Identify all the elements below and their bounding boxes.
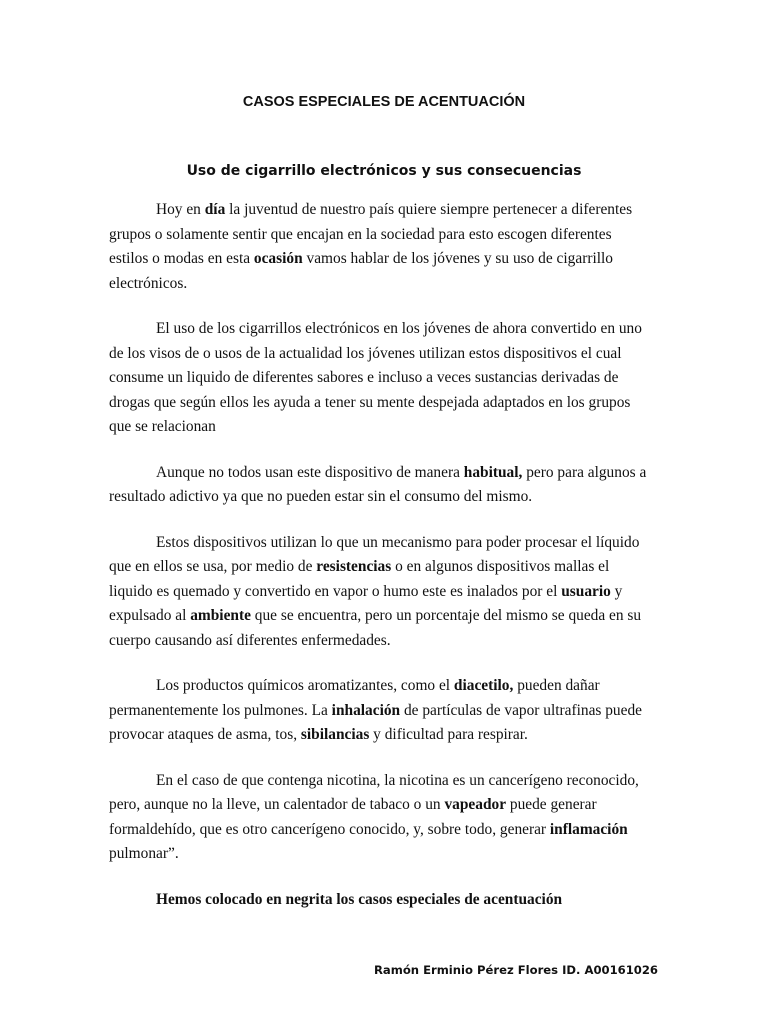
text-run: puede generar formaldehído, que es otro cancerígeno conocido, y, sobre todo, generar — [109, 796, 597, 838]
text-run: Hoy en — [156, 201, 205, 218]
closing-note: Hemos colocado en negrita los casos especiales de acentuación — [156, 890, 563, 908]
paragraph-2 — [109, 317, 649, 440]
text-run: vamos hablar de los jóvenes y su uso de cigarrillo electrónicos. — [109, 250, 613, 292]
bold-accent-word: diacetilo, — [453, 677, 514, 694]
text-run: Aunque no todos usan este dispositivo de manera — [156, 463, 464, 481]
bold-accent-word: resistencias — [316, 558, 392, 575]
text-run: En el caso de que contenga nicotina, la nicotina es un cancerígeno reconocido, pero, aunque no la lleve, un calentador de tabaco o un — [109, 771, 639, 813]
essay-body — [109, 198, 649, 912]
text-run: Los productos químicos aromatizantes, como el — [156, 677, 454, 694]
bold-accent-word: usuario — [561, 582, 611, 600]
author-footer: Ramón Erminio Pérez Flores ID. A00161026 — [374, 963, 658, 977]
text-run: Estos dispositivos utilizan lo que un mecanismo para poder procesar el líquido que en ellos se usa, por medio de — [109, 533, 640, 575]
text-run: pulmonar”. — [109, 845, 179, 862]
essay-subtitle: Uso de cigarrillo electrónicos y sus consecuencias — [186, 163, 582, 179]
bold-accent-word: vapeador — [444, 796, 507, 813]
paragraph-6 — [109, 769, 649, 867]
text-run: la juventud de nuestro país quiere siempre pertenecer a diferentes grupos o solamente sentir que encajan en la sociedad para esto escogen diferentes estilos o modas en esta — [109, 201, 633, 267]
text-run: El uso de los cigarrillos electrónicos en los jóvenes de ahora convertido en uno de los visos de o usos de la actualidad los jóvenes utilizan estos dispositivos el cual consume un liquido de diferentes sabores e incluso a veces sustancias derivadas de drogas que según ellos les ayuda a tener su mente despejada adaptados en los grupos que se relacionan — [109, 320, 642, 435]
bold-accent-word: sibilancias — [300, 726, 370, 743]
bold-accent-word: ocasión — [253, 250, 303, 267]
text-run: y expulsado al — [109, 582, 623, 624]
text-run: pueden dañar permanentemente los pulmones. La — [109, 677, 600, 719]
bold-accent-word: habitual, — [463, 463, 523, 481]
text-run: o en algunos dispositivos mallas el liquido es quemado y convertido en vapor o humo este es inalados por el — [109, 558, 610, 600]
bold-accent-word: día — [204, 201, 226, 218]
paragraph-5 — [109, 674, 649, 748]
bold-accent-word: inhalación — [331, 701, 401, 719]
text-run: que se encuentra, pero un porcentaje del mismo se queda en su cuerpo causando así diferentes enfermedades. — [109, 607, 642, 649]
paragraph-4 — [109, 531, 649, 654]
text-run: y dificultad para respirar. — [369, 726, 528, 743]
bold-accent-word: inflamación — [549, 820, 628, 838]
page-title: CASOS ESPECIALES DE ACENTUACIÓN — [242, 94, 526, 110]
paragraph-1 — [109, 198, 649, 296]
text-run: de partículas de vapor ultrafinas puede provocar ataques de asma, tos, — [109, 701, 642, 743]
paragraph-3 — [109, 461, 649, 510]
bold-accent-word: ambiente — [190, 607, 251, 624]
text-run: pero para algunos a resultado adictivo ya que no pueden estar sin el consumo del mismo. — [109, 463, 647, 505]
